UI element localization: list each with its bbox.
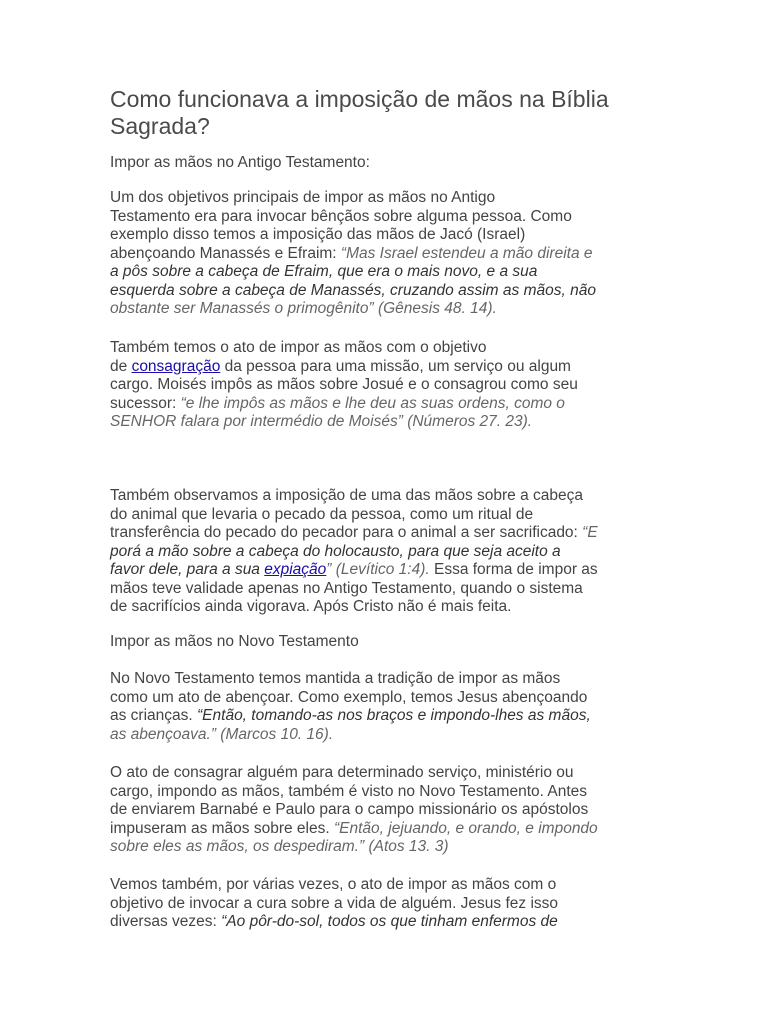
- title-line-1: Como funcionava a imposição de mãos na Bíblia: [110, 86, 609, 112]
- consagracao-link[interactable]: consagração: [131, 357, 221, 375]
- quote-levitico: porá a mão sobre a cabeça do holocausto, para que seja aceito a: [110, 542, 561, 560]
- paragraph-6: Vemos também, por várias vezes, o ato de impor as mãos com o objetivo de invocar a cura sobre a vida de alguém. Jesus fez isso diversas vezes: “Ao pôr-do-sol, todos os que tinham enfermos de: [110, 876, 559, 930]
- quote-atos: “Então, jejuando, e orando, e impondo: [333, 819, 598, 837]
- section-heading-new-testament: Impor as mãos no Novo Testamento: [110, 633, 359, 650]
- quote-genesis: “Mas Israel estendeu a mão direita e: [340, 244, 593, 262]
- paragraph-1: Um dos objetivos principais de impor as mãos no Antigo Testamento era para invocar bênçãos sobre alguma pessoa. Como exemplo disso temos a imposição das mãos de Jacó (Israel) abençoando Manassés e Efraim: “Mas Israel estendeu a mão direita e a pôs sobre a cabeça de Efraim, que era o mais novo, e a sua esquerda sobre a cabeça de Manassés, cruzando assim as mãos, não obstante ser Manassés o primogênito” (Gênesis 48. 14).: [110, 189, 596, 317]
- page-title: [110, 86, 710, 140]
- paragraph-3: Também observamos a imposição de uma das mãos sobre a cabeça do animal que levaria o pecado da pessoa, como um ritual de transferência do pecado do pecador para o animal a ser sacrificado: “E porá a mão sobre a cabeça do holocausto, para que seja aceito a favor dele, para a sua expiação” (Levítico 1:4). Essa forma de impor as mãos teve validade apenas no Antigo Testamento, quando o sistema de sacrifícios ainda vigorava. Após Cristo não é mais feita.: [110, 487, 670, 617]
- paragraph-2: Também temos o ato de impor as mãos com o objetivo de consagração da pessoa para uma missão, um serviço ou algum cargo. Moisés impôs as mãos sobre Josué e o consagrou como seu sucessor: “e lhe impôs as mãos e lhe deu as suas ordens, como o SENHOR falara por intermédio de Moisés” (Números 27. 23).: [110, 339, 578, 430]
- expiacao-link[interactable]: expiação: [264, 561, 327, 578]
- quote-numeros: “e lhe impôs as mãos e lhe deu as suas ordens, como o: [180, 394, 565, 412]
- quote-cure: “Ao pôr-do-sol, todos os que tinham enfermos de: [221, 913, 558, 930]
- paragraph-4: No Novo Testamento temos mantida a tradição de impor as mãos como um ato de abençoar. Como exemplo, temos Jesus abençoando as crianças. “Então, tomando-as nos braços e impondo-lhes as mãos, as abençoava.” (Marcos 10. 16).: [110, 670, 591, 743]
- section-heading-old-testament: Impor as mãos no Antigo Testamento:: [110, 154, 370, 171]
- title-line-2: Sagrada?: [110, 113, 210, 139]
- quote-marcos: “Então, tomando-as nos braços e impondo-lhes as mãos,: [197, 707, 591, 724]
- paragraph-5: O ato de consagrar alguém para determinado serviço, ministério ou cargo, impondo as mãos, também é visto no Novo Testamento. Antes de enviarem Barnabé e Paulo para o campo missionário os apóstolos impuseram as mãos sobre eles. “Então, jejuando, e orando, e impondo sobre eles as mãos, os despediram.” (Atos 13. 3): [110, 764, 598, 855]
